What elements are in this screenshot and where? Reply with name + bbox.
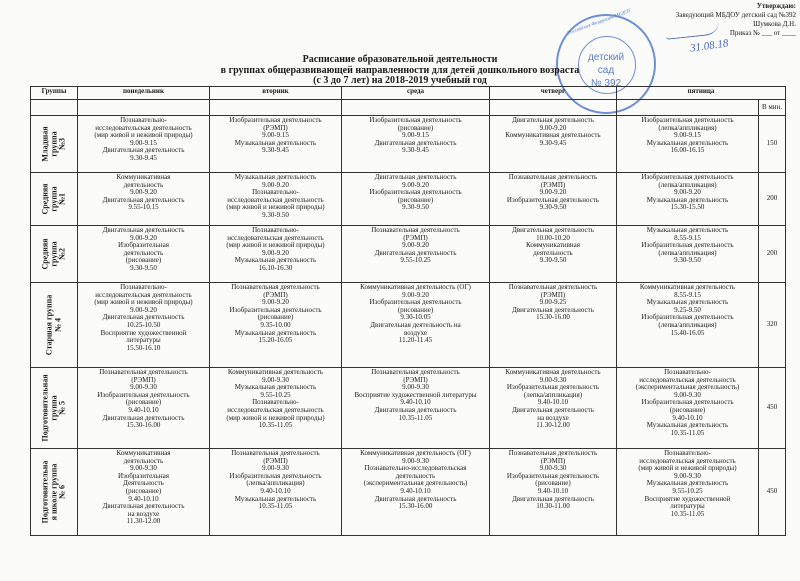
header-thursday: четверг	[490, 87, 617, 100]
schedule-cell: Двигательная деятельность 10.00-10.20 Коммуникативная деятельность 9.30-9.50	[490, 226, 617, 283]
title-line-3: (с 3 до 7 лет) на 2018-2019 учебный год	[313, 75, 487, 86]
schedule-cell: Познавательная деятельность (РЭМП) 9.00-9.30 Изобразительная деятельность (рисование) 9.40-10.10 Двигательная деятельность 15.30-16.00	[78, 368, 210, 449]
schedule-cell: Познавательно- исследовательская деятельность (экспериментальная деятельность) 9.00-9.30 Изобразительная деятельность (рисование) 9.40-10.10 Музыкальная деятельность 10.35-11.05	[617, 368, 759, 449]
group-cell: Подготовительная группа № 5	[31, 368, 78, 449]
schedule-cell: Познавательная деятельность (РЭМП) 9.00-9.20 Двигательная деятельность 9.55-10.25	[342, 226, 490, 283]
table-row	[31, 173, 786, 226]
header-friday: пятница	[617, 87, 786, 100]
group-cell: Старшая группа № 4	[31, 283, 78, 368]
title-line-2: в группах общеразвивающей направленности для детей дошкольного возраста	[220, 64, 580, 76]
header-minutes: В мин.	[759, 100, 786, 116]
schedule-cell: Коммуникативная деятельность 9.00-9.30 Изобразительная деятельность (лепка/аппликация) 9.40-10.10 Двигательная деятельность на воздухе 11.30-12.00	[490, 368, 617, 449]
handwritten-date: 31.08.18	[689, 37, 730, 55]
schedule-cell: Изобразительная деятельность (РЭМП) 9.00-9.15 Музыкальная деятельность 9.30-9.45	[210, 116, 342, 173]
schedule-cell: Познавательная деятельность (РЭМП) 9.00-9.20 Изобразительная деятельность 9.30-9.50	[490, 173, 617, 226]
minutes-cell: 150	[759, 116, 786, 173]
schedule-cell: Коммуникативная деятельность 9.00-9.30 Изобразительная Деятельность (рисование) 9.40-10.10 Двигательная деятельность на воздухе 11.30-12.00	[78, 449, 210, 536]
schedule-cell: Познавательно- исследовательская деятельность (мир живой и неживой природы) 9.00-9.15 Двигательная деятельность 9.30-9.45	[78, 116, 210, 173]
header-wednesday: среда	[342, 87, 490, 100]
approval-line-1: Утверждаю:	[756, 2, 796, 10]
minutes-cell: 450	[759, 449, 786, 536]
schedule-cell: Изобразительная деятельность (лепка/аппликация) 9.00-9.15 Музыкальная деятельность 16.00-16.15	[617, 116, 759, 173]
schedule-cell: Коммуникативная деятельность (ОГ) 9.00-9.30 Познавательно-исследовательская деятельность (экспериментальная деятельность) 9.40-10.10 Двигательная деятельность 15.30-16.00	[342, 449, 490, 536]
schedule-cell: Изобразительная деятельность (рисование) 9.00-9.15 Двигательная деятельность 9.30-9.45	[342, 116, 490, 173]
table-row	[31, 283, 786, 368]
table-row	[31, 449, 786, 536]
minutes-cell: 320	[759, 283, 786, 368]
schedule-cell: Познавательно- исследовательская деятельность (мир живой и неживой природы) 9.00-9.20 Музыкальная деятельность 16.10-16.30	[210, 226, 342, 283]
header-group: Группы	[31, 87, 78, 100]
table-row	[31, 116, 786, 173]
schedule-cell: Познавательная деятельность (РЭМП) 9.00-9.25 Двигательная деятельность 15.30-16.00	[490, 283, 617, 368]
approval-line-4: Приказ № ___ от ____	[729, 29, 796, 37]
title-line-1: Расписание образовательной деятельности	[302, 54, 498, 65]
schedule-cell: Двигательная деятельность 9.00-9.20 Изобразительная деятельность (рисование) 9.30-9.50	[342, 173, 490, 226]
header-tuesday: вторник	[210, 87, 342, 100]
minutes-cell: 200	[759, 226, 786, 283]
approval-line-2: Заведующий МБДОУ детский сад №392	[675, 11, 796, 19]
schedule-cell: Двигательная деятельность 9.00-9.20 Изобразительная деятельность (рисование) 9.30-9.50	[78, 226, 210, 283]
schedule-cell: Познавательная деятельность (РЭМП) 9.00-9.20 Изобразительная деятельность (рисование) 9.35-10.00 Музыкальная деятельность 15.20-16.05	[210, 283, 342, 368]
schedule-cell: Коммуникативная деятельность 9.00-9.30 Музыкальная деятельность 9.55-10.25 Познавательно- исследовательская деятельность (мир живой и неживой природы) 10.35-11.05	[210, 368, 342, 449]
group-cell: Подготовительна я школе группа № 6	[31, 449, 78, 536]
schedule-cell: Познавательно- исследовательская деятельность (мир живой и неживой природы) 9.00-9.20 Двигательная деятельность 10.25-10.50 Восприятие художественной литературы 15.50-16.10	[78, 283, 210, 368]
table-row	[31, 368, 786, 449]
group-cell: Средняя группа №1	[31, 173, 78, 226]
approval-line-3: Шумкова Д.Н.	[753, 20, 796, 28]
stamp-text-3: № 392	[590, 78, 622, 89]
schedule-cell: Коммуникативная деятельность 8.55-9.15 Музыкальная деятельность 9.25-9.50 Изобразительная деятельность (лепка/аппликация) 15.40-16.05	[617, 283, 759, 368]
schedule-cell: Познавательная деятельность (РЭМП) 9.00-9.30 Восприятие художественной литературы 9.40-10.10 Двигательная деятельность 10.35-11.05	[342, 368, 490, 449]
schedule-cell: Музыкальная деятельность 8.55-9.15 Изобразительная деятельность (лепка/аппликация) 9.30-9.50	[617, 226, 759, 283]
stamp-ring-text: Российская Федерация МБДОУ	[567, 8, 633, 37]
schedule-cell: Познавательная деятельность (РЭМП) 9.00-9.30 Изобразительная деятельность (рисование) 9.40-10.10 Двигательная деятельность 10.30-11.00	[490, 449, 617, 536]
schedule-cell: Коммуникативная деятельность (ОГ) 9.00-9.20 Изобразительная деятельность (рисование) 9.30-10.05 Двигательная деятельность на воздухе 11.20-11.45	[342, 283, 490, 368]
schedule-cell: Познавательная деятельность (РЭМП) 9.00-9.30 Изобразительная деятельность (лепка/аппликация) 9.40-10.10 Музыкальная деятельность 10.35-11.05	[210, 449, 342, 536]
group-cell: Средняя группа №2	[31, 226, 78, 283]
schedule-cell: Музыкальная деятельность 9.00-9.20 Познавательно- исследовательская деятельность (мир живой и неживой природы) 9.30-9.50	[210, 173, 342, 226]
schedule-cell: Познавательно- исследовательская деятельность (мир живой и неживой природы) 9.00-9.30 Музыкальная деятельность 9.55-10.25 Восприятие художественной литературы 10.35-11.05	[617, 449, 759, 536]
schedule-table	[30, 86, 786, 536]
stamp-text-1: детский	[587, 52, 625, 63]
schedule-cell: Коммуникативная деятельность 9.00-9.20 Двигательная деятельность 9.55-10.15	[78, 173, 210, 226]
schedule-cell: Изобразительная деятельность (лепка/аппликация) 9.00-9.20 Музыкальная деятельность 15.30-15.50	[617, 173, 759, 226]
table-row	[31, 226, 786, 283]
minutes-cell: 450	[759, 368, 786, 449]
document-title	[0, 55, 800, 87]
header-monday: понедельник	[78, 87, 210, 100]
group-cell: Младшая группа №3	[31, 116, 78, 173]
stamp-text-2: сад	[597, 65, 615, 76]
schedule-cell: Двигательная деятельность 9.00-9.20 Коммуникативная деятельность 9.30-9.45	[490, 116, 617, 173]
minutes-cell: 200	[759, 173, 786, 226]
